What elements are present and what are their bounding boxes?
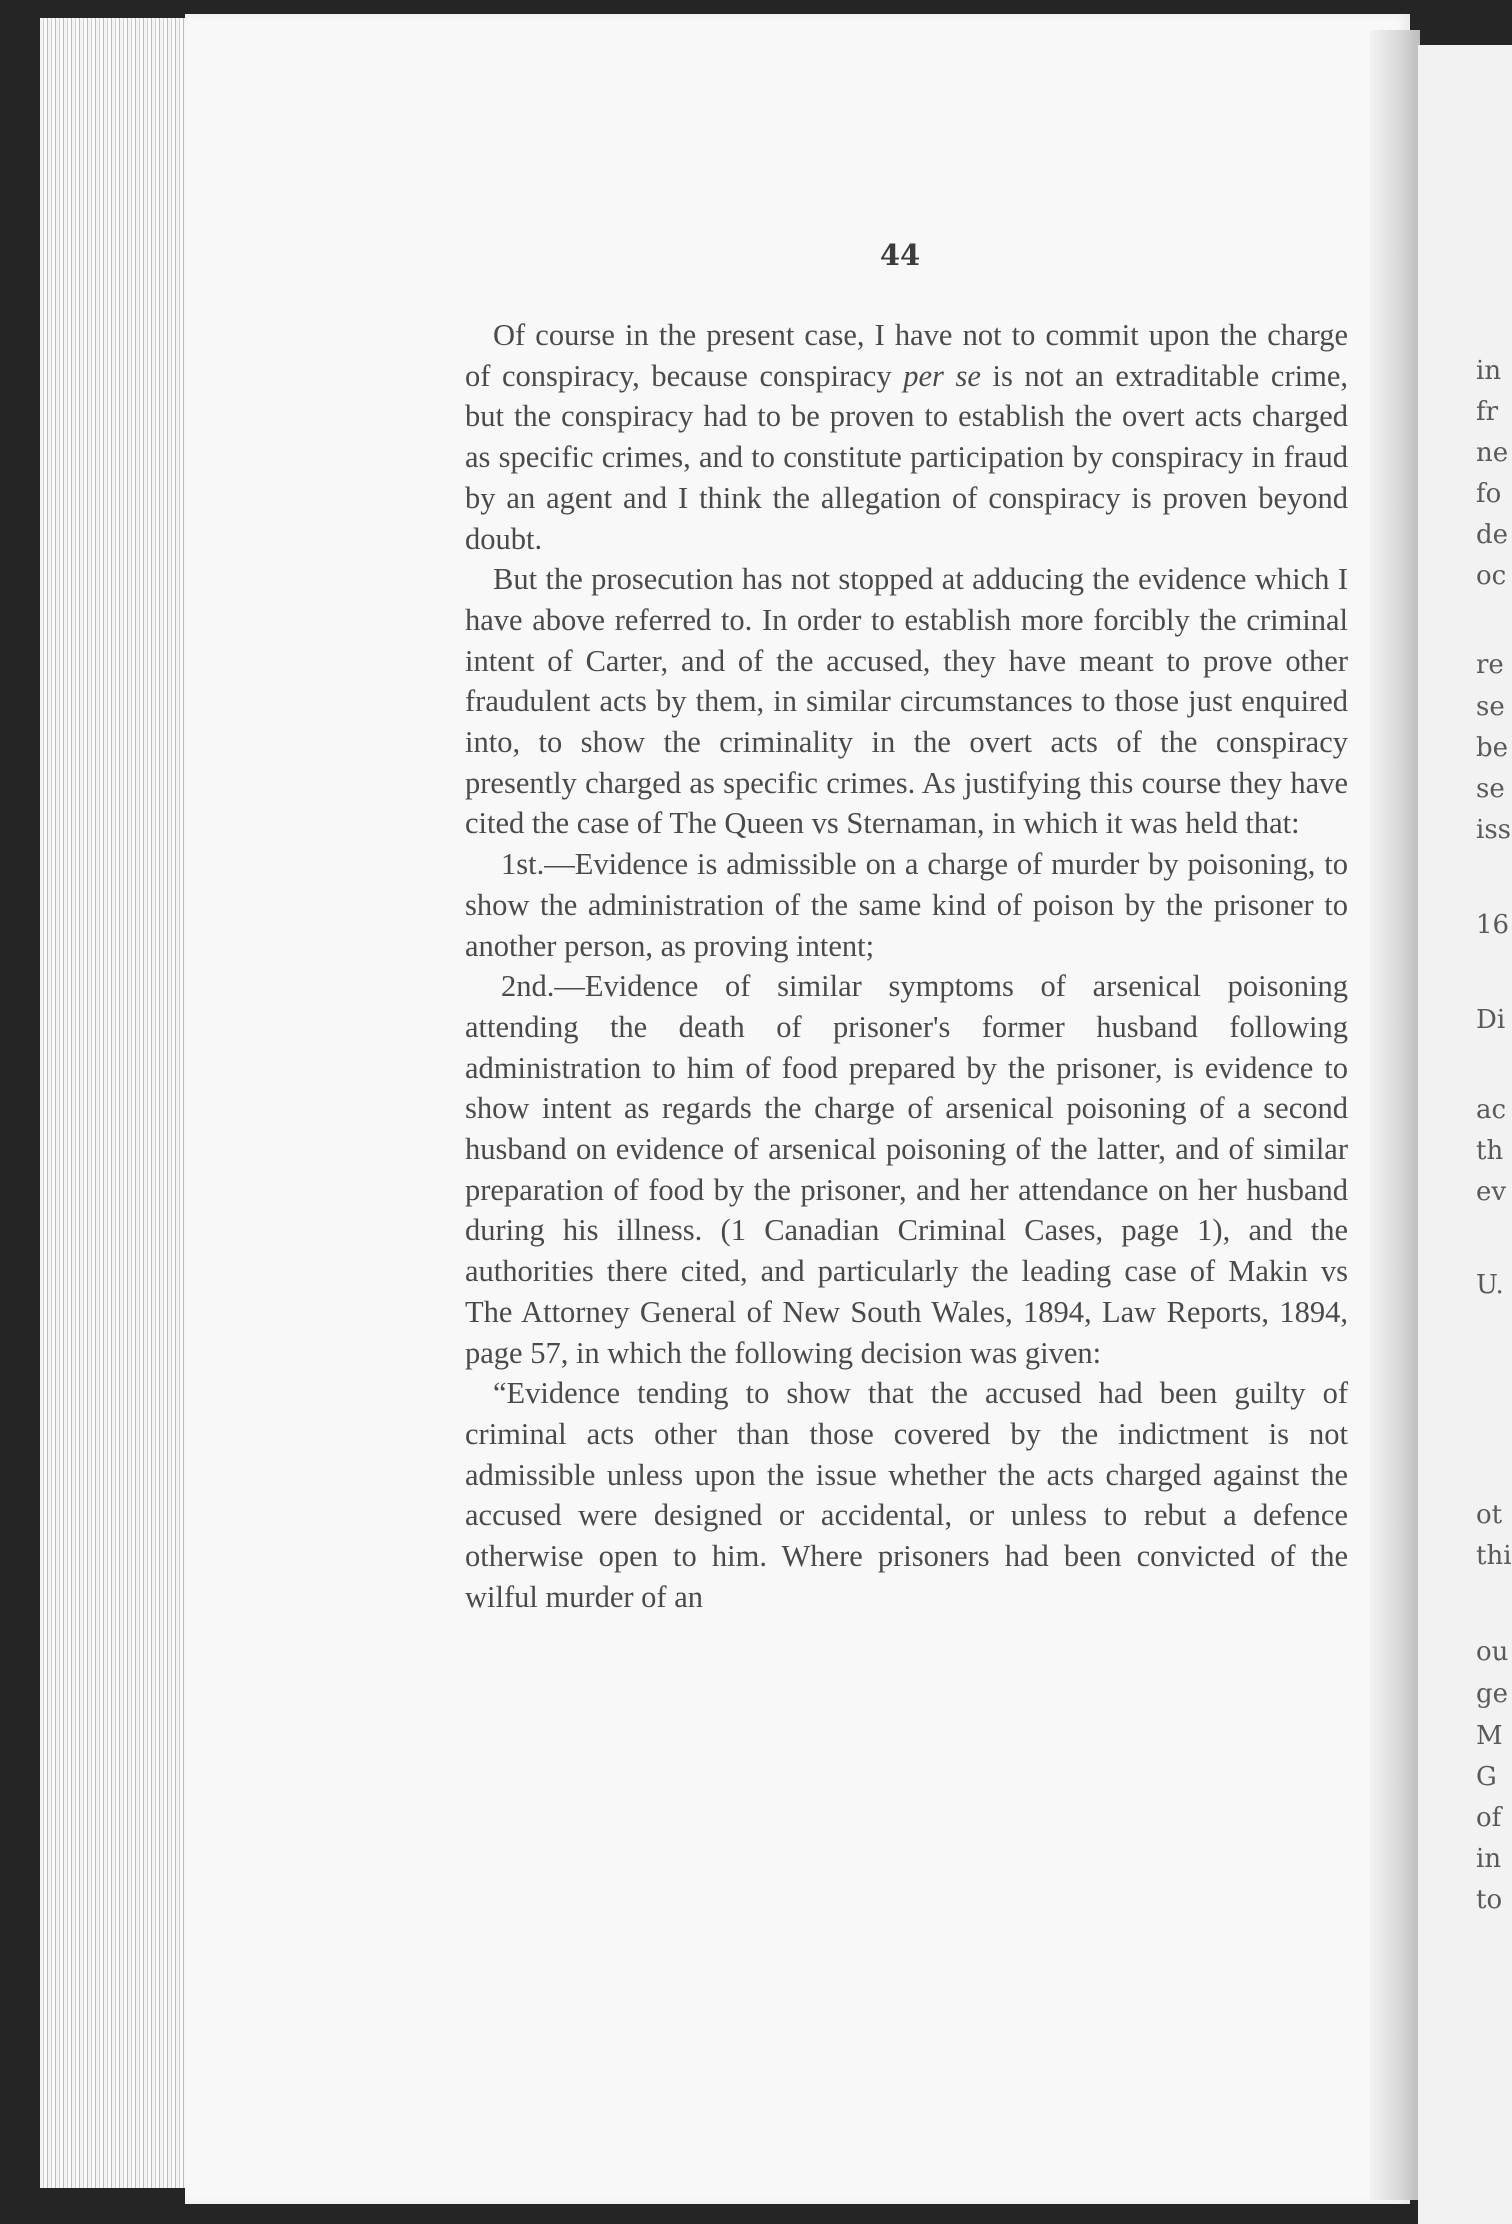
next-page-fragment: ac (1476, 1095, 1507, 1125)
next-page-fragment: thi (1476, 1541, 1512, 1571)
next-page-fragment: se (1476, 774, 1505, 804)
next-page-fragment: re (1476, 650, 1504, 680)
next-page-fragment: to (1476, 1885, 1503, 1915)
next-page-fragment: 16 (1476, 910, 1510, 940)
next-page-fragment: Di (1476, 1005, 1506, 1035)
page-edges (40, 18, 190, 2188)
next-page-fragment: de (1476, 520, 1509, 550)
next-page-fragment: ev (1476, 1177, 1507, 1207)
paragraph-conspiracy: Of course in the present case, I have not to commit upon the charge of conspiracy, because conspiracy per se is not an extraditable crime, but the conspiracy had to be proven to establish the overt acts charged as specific crimes, and to constitute participation by conspiracy in fraud by an agent and I think the allegation of conspiracy is proven beyond doubt. (465, 318, 1348, 556)
next-page-fragment: G (1476, 1762, 1497, 1792)
next-page-fragment: ou (1476, 1637, 1509, 1667)
next-page-fragment: M (1476, 1721, 1503, 1751)
next-page-fragment: fr (1476, 397, 1499, 427)
next-page-fragment: ne (1476, 438, 1509, 468)
next-page-fragment: iss (1476, 815, 1512, 845)
next-page-fragment: of (1476, 1803, 1502, 1833)
next-page-fragment: fo (1476, 479, 1502, 509)
list-item-first: 1st.—Evidence is admissible on a charge of murder by poisoning, to show the administration of the same kind of poison by the prisoner to another person, as proving intent; (465, 847, 1348, 963)
italic-phrase: per se (903, 358, 981, 393)
next-page-fragment: oc (1476, 561, 1507, 591)
next-page-fragment: in (1476, 356, 1502, 386)
next-page-fragment: in (1476, 1844, 1502, 1874)
next-page-edge (1418, 45, 1512, 2224)
paragraph-prosecution: But the prosecution has not stopped at adducing the evidence which I have above referred to. In order to establish more forcibly the criminal intent of Carter, and of the accused, they have meant to prove other fraudulent acts by them, in similar circumstances to those just enquired into, to show the criminality in the overt acts of the conspiracy presently charged as specific crimes. As justifying this course they have cited the case of The Queen vs Sternaman, in which it was held that: (465, 562, 1348, 841)
next-page-fragment: U. (1476, 1270, 1504, 1300)
list-item-second: 2nd.—Evidence of similar symptoms of arsenical poisoning attending the death of prisoner's former husband following administration to him of food prepared by the prisoner, is evidence to show intent as regards the charge of arsenical poisoning of a second husband on evidence of arsenical poisoning of the latter, and of similar preparation of food by the prisoner, and her attendance on her husband during his illness. (1 Canadian Criminal Cases, page 1), and the authorities there cited, and particularly the leading case of Makin vs The Attorney General of New South Wales, 1894, Law Reports, 1894, page 57, in which the following decision was given: (465, 969, 1348, 1370)
next-page-fragment: th (1476, 1136, 1504, 1166)
next-page-fragment: ot (1476, 1500, 1503, 1530)
next-page-fragment: ge (1476, 1679, 1509, 1709)
next-page-fragment: se (1476, 692, 1505, 722)
body-text (465, 315, 1348, 1618)
gutter-fold (1370, 30, 1420, 2200)
page-number: 44 (879, 238, 921, 272)
next-page-fragment: be (1476, 733, 1509, 763)
quotation-paragraph: “Evidence tending to show that the accused had been guilty of criminal acts other than those covered by the indictment is not admissible unless upon the issue whether the acts charged against the accused were designed or accidental, or unless to rebut a defence otherwise open to him. Where prisoners had been convicted of the wilful murder of an (465, 1376, 1348, 1614)
